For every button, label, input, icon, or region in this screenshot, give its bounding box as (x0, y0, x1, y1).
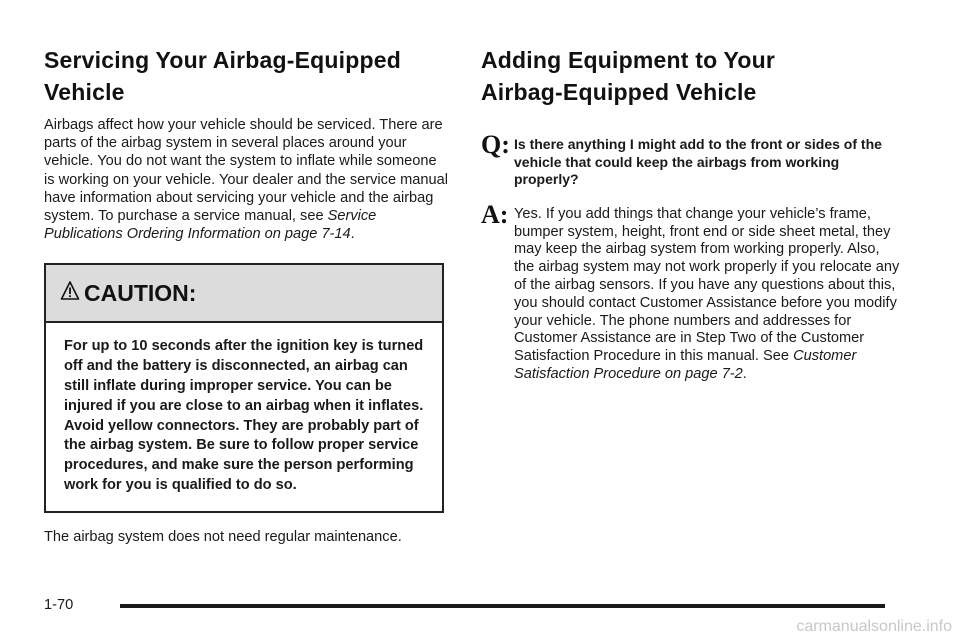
servicing-title-line2: Vehicle (44, 79, 125, 105)
adding-equipment-section-title (481, 44, 901, 108)
servicing-title-line1: Servicing Your Airbag-Equipped (44, 47, 402, 73)
answer-marker: A: (481, 199, 509, 229)
footer-rule (120, 604, 885, 608)
maintenance-note: The airbag system does not need regular maintenance. (44, 528, 402, 545)
question-marker: Q: (481, 130, 510, 159)
watermark: carmanualsonline.info (796, 618, 952, 635)
servicing-section-title (44, 44, 448, 108)
right-column (481, 44, 901, 384)
adding-title-line1: Adding Equipment to Your (481, 47, 775, 73)
question-block (481, 130, 901, 189)
left-column (44, 44, 448, 560)
answer-end: . (742, 365, 747, 382)
caution-box (44, 263, 444, 512)
servicing-intro-paragraph (44, 116, 448, 243)
caution-triangle-icon (60, 280, 80, 302)
answer-paragraph (514, 206, 901, 384)
question-text: Is there anything I might add to the front or sides of the vehicle that could keep the airbags from working properly? (514, 136, 882, 188)
servicing-intro-end: . (350, 226, 355, 243)
answer-text: Yes. If you add things that change your vehicle’s frame, bumper system, height, front end or side sheet metal, they may keep the airbag system from working properly. Also, the airbag system may not work properly if you relocate any of the airbag sensors. If you have any questions about this, you should contact Customer Assistance before you modify your vehicle. The phone numbers and addresses for Customer Assistance are in Step Two of the Customer Satisfaction Procedure in this manual. See (514, 205, 900, 365)
service-publications-link[interactable]: Service Publications Ordering Information on page 7-14 (44, 208, 377, 243)
servicing-intro-text: Airbags affect how your vehicle should be serviced. There are parts of the airbag system in several places around your vehicle. You do not want the system to inflate while someone is working on your vehicle. Your dealer and the service manual have information about servicing your vehicle and the airbag system. To purchase a service manual, see (44, 117, 448, 225)
adding-title-line2: Airbag-Equipped Vehicle (481, 79, 757, 105)
caution-title: CAUTION: (84, 279, 197, 306)
page-number: 1-70 (44, 597, 74, 613)
customer-satisfaction-link[interactable]: Customer Satisfaction Procedure on page 7-2 (514, 348, 857, 382)
caution-header (46, 265, 442, 323)
caution-body-text: For up to 10 seconds after the ignition key is turned off and the battery is disconnected, an airbag can still inflate during improper service. You can be injured if you are close to an airbag when it inflates. Avoid yellow connectors. They are probably part of the airbag system. Be sure to follow proper service procedures, and make sure the person performing work for you is qualified to do so. (64, 338, 424, 493)
answer-block (481, 199, 901, 384)
